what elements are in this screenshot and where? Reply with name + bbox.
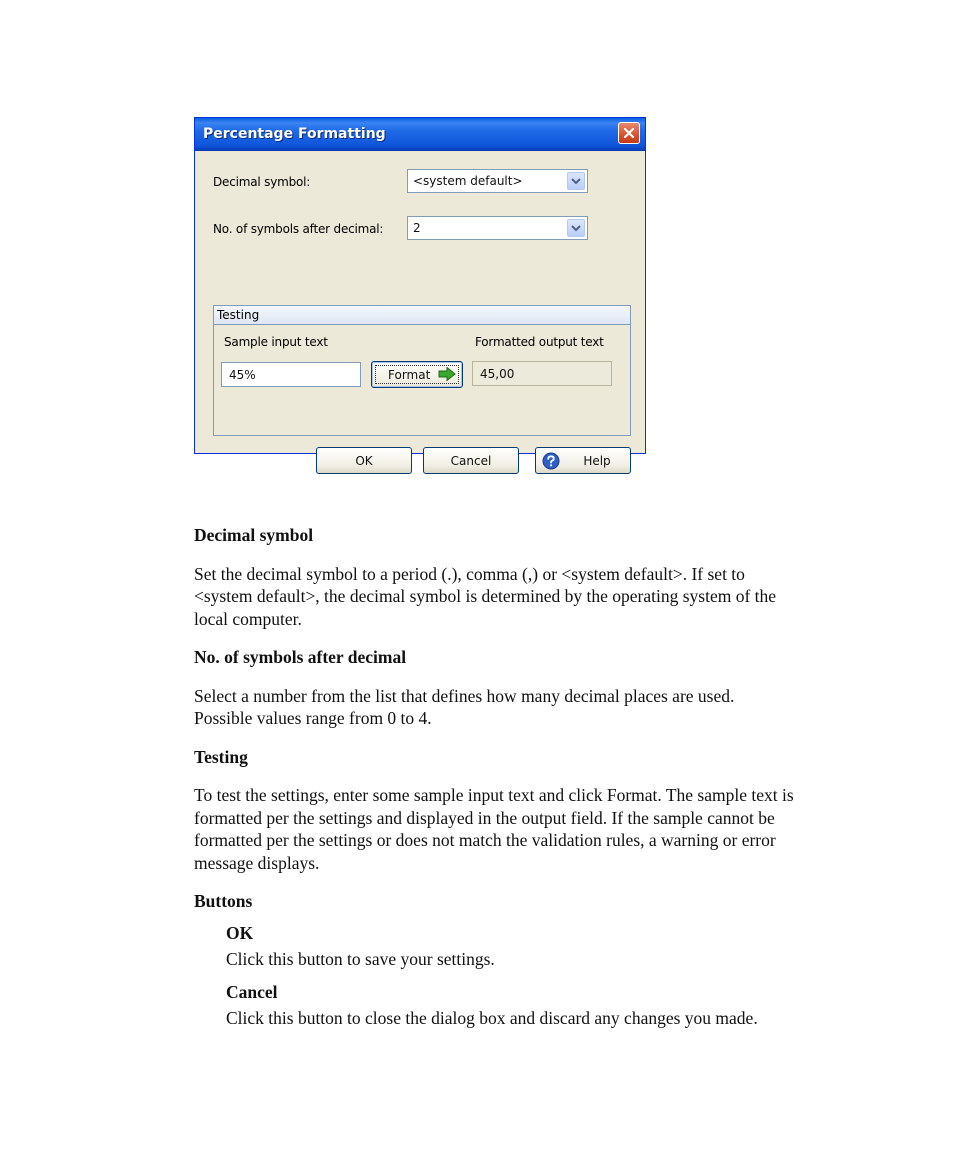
help-document bbox=[194, 524, 884, 1030]
decimal-symbol-select[interactable] bbox=[407, 169, 588, 193]
button-help-cancel bbox=[194, 981, 884, 1030]
help-button[interactable] bbox=[535, 447, 631, 474]
symbols-after-decimal-value: 2 bbox=[413, 221, 421, 235]
chevron-down-icon[interactable] bbox=[567, 219, 585, 237]
formatted-output-field bbox=[472, 361, 612, 386]
paragraph-line: formatted per the settings or does not match the validation rules, a warning or error bbox=[194, 830, 776, 850]
term-ok-description: Click this button to save your settings. bbox=[226, 949, 495, 969]
heading-symbols-after-decimal: No. of symbols after decimal bbox=[194, 647, 407, 667]
decimal-symbol-value: <system default> bbox=[413, 174, 523, 188]
paragraph-line: To test the settings, enter some sample input text and click Format. The sample text is bbox=[194, 785, 794, 805]
sample-input-label: Sample input text bbox=[224, 335, 328, 349]
sample-input-field[interactable] bbox=[221, 362, 361, 387]
sample-input-value: 45% bbox=[229, 368, 256, 382]
button-help-ok bbox=[194, 922, 884, 971]
term-cancel-description: Click this button to close the dialog box and discard any changes you made. bbox=[226, 1008, 758, 1028]
paragraph-line: Select a number from the list that defines how many decimal places are used. bbox=[194, 685, 735, 706]
cancel-button[interactable] bbox=[423, 447, 519, 474]
ok-button[interactable] bbox=[316, 447, 412, 474]
paragraph-line: <system default>, the decimal symbol is determined by the operating system of the bbox=[194, 586, 777, 606]
dialog-title: Percentage Formatting bbox=[203, 126, 386, 142]
term-cancel: Cancel bbox=[226, 981, 278, 1002]
symbols-after-decimal-label: No. of symbols after decimal: bbox=[213, 222, 384, 236]
help-button-label: Help bbox=[583, 454, 611, 468]
ok-button-label: OK bbox=[355, 454, 373, 468]
testing-group bbox=[213, 305, 631, 436]
heading-testing: Testing bbox=[194, 746, 248, 767]
paragraph-line: Possible values range from 0 to 4. bbox=[194, 708, 432, 728]
close-button[interactable] bbox=[618, 122, 640, 144]
format-button[interactable] bbox=[371, 361, 463, 388]
paragraph-line: formatted per the settings and displayed in the output field. If the sample cannot be bbox=[194, 807, 775, 828]
paragraph-line: local computer. bbox=[194, 608, 302, 629]
paragraph-line: message displays. bbox=[194, 852, 320, 873]
decimal-symbol-label: Decimal symbol: bbox=[213, 175, 311, 189]
arrow-right-icon bbox=[438, 367, 456, 381]
cancel-button-label: Cancel bbox=[450, 454, 492, 468]
chevron-down-icon[interactable] bbox=[567, 172, 585, 190]
percentage-formatting-dialog bbox=[194, 117, 646, 468]
term-ok: OK bbox=[226, 922, 254, 943]
title-bar[interactable] bbox=[195, 118, 645, 151]
formatted-output-value: 45,00 bbox=[480, 367, 515, 381]
heading-buttons: Buttons bbox=[194, 891, 253, 911]
heading-decimal-symbol: Decimal symbol bbox=[194, 525, 314, 545]
symbols-after-decimal-select[interactable] bbox=[407, 216, 588, 240]
format-button-label: Format bbox=[388, 368, 431, 382]
dialog-body bbox=[198, 151, 642, 468]
paragraph-line: Set the decimal symbol to a period (.), comma (,) or <system default>. If set to bbox=[194, 563, 745, 584]
testing-group-title: Testing bbox=[214, 306, 630, 325]
formatted-output-label: Formatted output text bbox=[475, 335, 604, 349]
close-icon bbox=[623, 127, 635, 139]
help-icon bbox=[542, 452, 560, 470]
